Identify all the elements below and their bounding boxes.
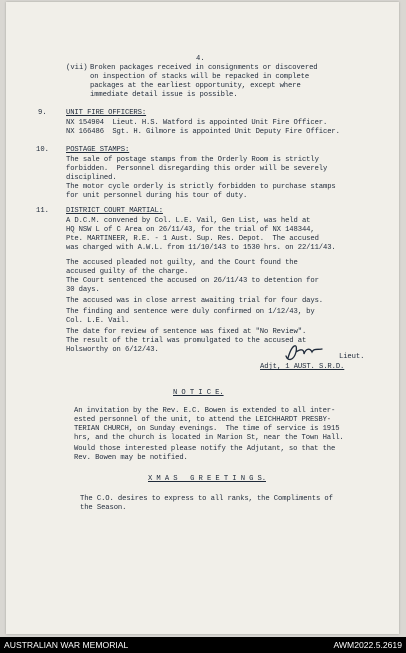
s10-line-4: The motor cycle orderly is strictly forbidden to purchase stamps — [66, 183, 336, 191]
vii-line-2: on inspection of stacks will be repacked in complete — [90, 73, 310, 81]
archive-footer-bar — [0, 637, 406, 653]
s10-line-2: forbidden. Personnel disregarding this order will be severely — [66, 165, 328, 173]
section-number-9: 9. — [38, 109, 47, 117]
notice-line-4: hrs, and the church is located in Marion St, near the Town Hall. — [74, 434, 344, 442]
document-page — [6, 2, 399, 634]
s11-line-10: The accused was in close arrest awaiting trial for four days. — [66, 297, 324, 305]
s11-line-6: The accused pleaded not guilty, and the Court found the — [66, 259, 298, 267]
section-10-heading: POSTAGE STAMPS: — [66, 146, 130, 154]
s11-line-2: HQ NSW L of C Area on 26/11/43, for the trial of NX 148344, — [66, 226, 315, 234]
s10-line-5: for unit personnel during his tour of duty. — [66, 192, 248, 200]
s11-line-15: Holsworthy on 6/12/43. — [66, 346, 159, 354]
vii-line-4: immediate detail issue is possible. — [90, 91, 238, 99]
s11-line-8: The Court sentenced the accused on 26/11/43 to detention for — [66, 277, 319, 285]
page-number: 4. — [196, 55, 205, 63]
s11-line-12: Col. L.E. Vail. — [66, 317, 130, 325]
xmas-greetings-title: X M A S G R E E T I N G S. — [148, 475, 266, 483]
s11-line-11: The finding and sentence were duly confirmed on 1/12/43, by — [66, 308, 315, 316]
s9-line-2: NX 166486 Sgt. H. Gilmore is appointed Unit Deputy Fire Officer. — [66, 128, 340, 136]
s11-line-4: was charged with A.W.L. from 11/10/143 to 1530 hrs. on 22/11/43. — [66, 244, 336, 252]
section-11-heading: DISTRICT COURT MARTIAL: — [66, 207, 163, 215]
notice-title: N O T I C E. — [173, 389, 224, 397]
signature-title: Adjt, 1 AUST. S.R.D. — [260, 363, 345, 371]
notice-line-2: ested personnel of the unit, to attend the LEICHHARDT PRESBY- — [74, 416, 332, 424]
footer-institution: AUSTRALIAN WAR MEMORIAL — [4, 640, 129, 650]
s11-line-1: A D.C.M. convened by Col. L.E. Vail, Gen List, was held at — [66, 217, 311, 225]
notice-line-6: Rev. Bowen may be notified. — [74, 454, 188, 462]
notice-line-1: An invitation by the Rev. E.C. Bowen is extended to all inter- — [74, 407, 336, 415]
s11-line-7: accused guilty of the charge. — [66, 268, 189, 276]
s10-line-1: The sale of postage stamps from the Orderly Room is strictly — [66, 156, 319, 164]
signature-rank: Lieut. — [339, 353, 365, 361]
s11-line-13: The date for review of sentence was fixed at "No Review". — [66, 328, 307, 336]
notice-line-3: TERIAN CHURCH, on Sunday evenings. The time of service is 1915 — [74, 425, 340, 433]
footer-accession-number: AWM2022.5.2619 — [333, 640, 402, 650]
s9-line-1: NX 154904 Lieut. H.S. Watford is appointed Unit Fire Officer. — [66, 119, 328, 127]
s11-line-3: Pte. MARTINEER, R.E. - 1 Aust. Sup. Res. Depot. The accused — [66, 235, 319, 243]
paragraph-number-vii: (vii) — [66, 64, 88, 72]
notice-line-5: Would those interested please notify the Adjutant, so that the — [74, 445, 336, 453]
s10-line-3: disciplined. — [66, 174, 117, 182]
s11-line-14: The result of the trial was promulgated to the accused at — [66, 337, 307, 345]
vii-line-3: packages at the earliest opportunity, except where — [90, 82, 301, 90]
handwritten-signature — [282, 340, 326, 364]
s11-line-9: 30 days. — [66, 286, 100, 294]
section-number-11: 11. — [36, 207, 49, 215]
xmas-line-1: The C.O. desires to express to all ranks, the Compliments of — [80, 495, 333, 503]
vii-line-1: Broken packages received in consignments or discovered — [90, 64, 318, 72]
section-9-heading: UNIT FIRE OFFICERS: — [66, 109, 147, 117]
xmas-line-2: the Season. — [80, 504, 127, 512]
section-number-10: 10. — [36, 146, 49, 154]
